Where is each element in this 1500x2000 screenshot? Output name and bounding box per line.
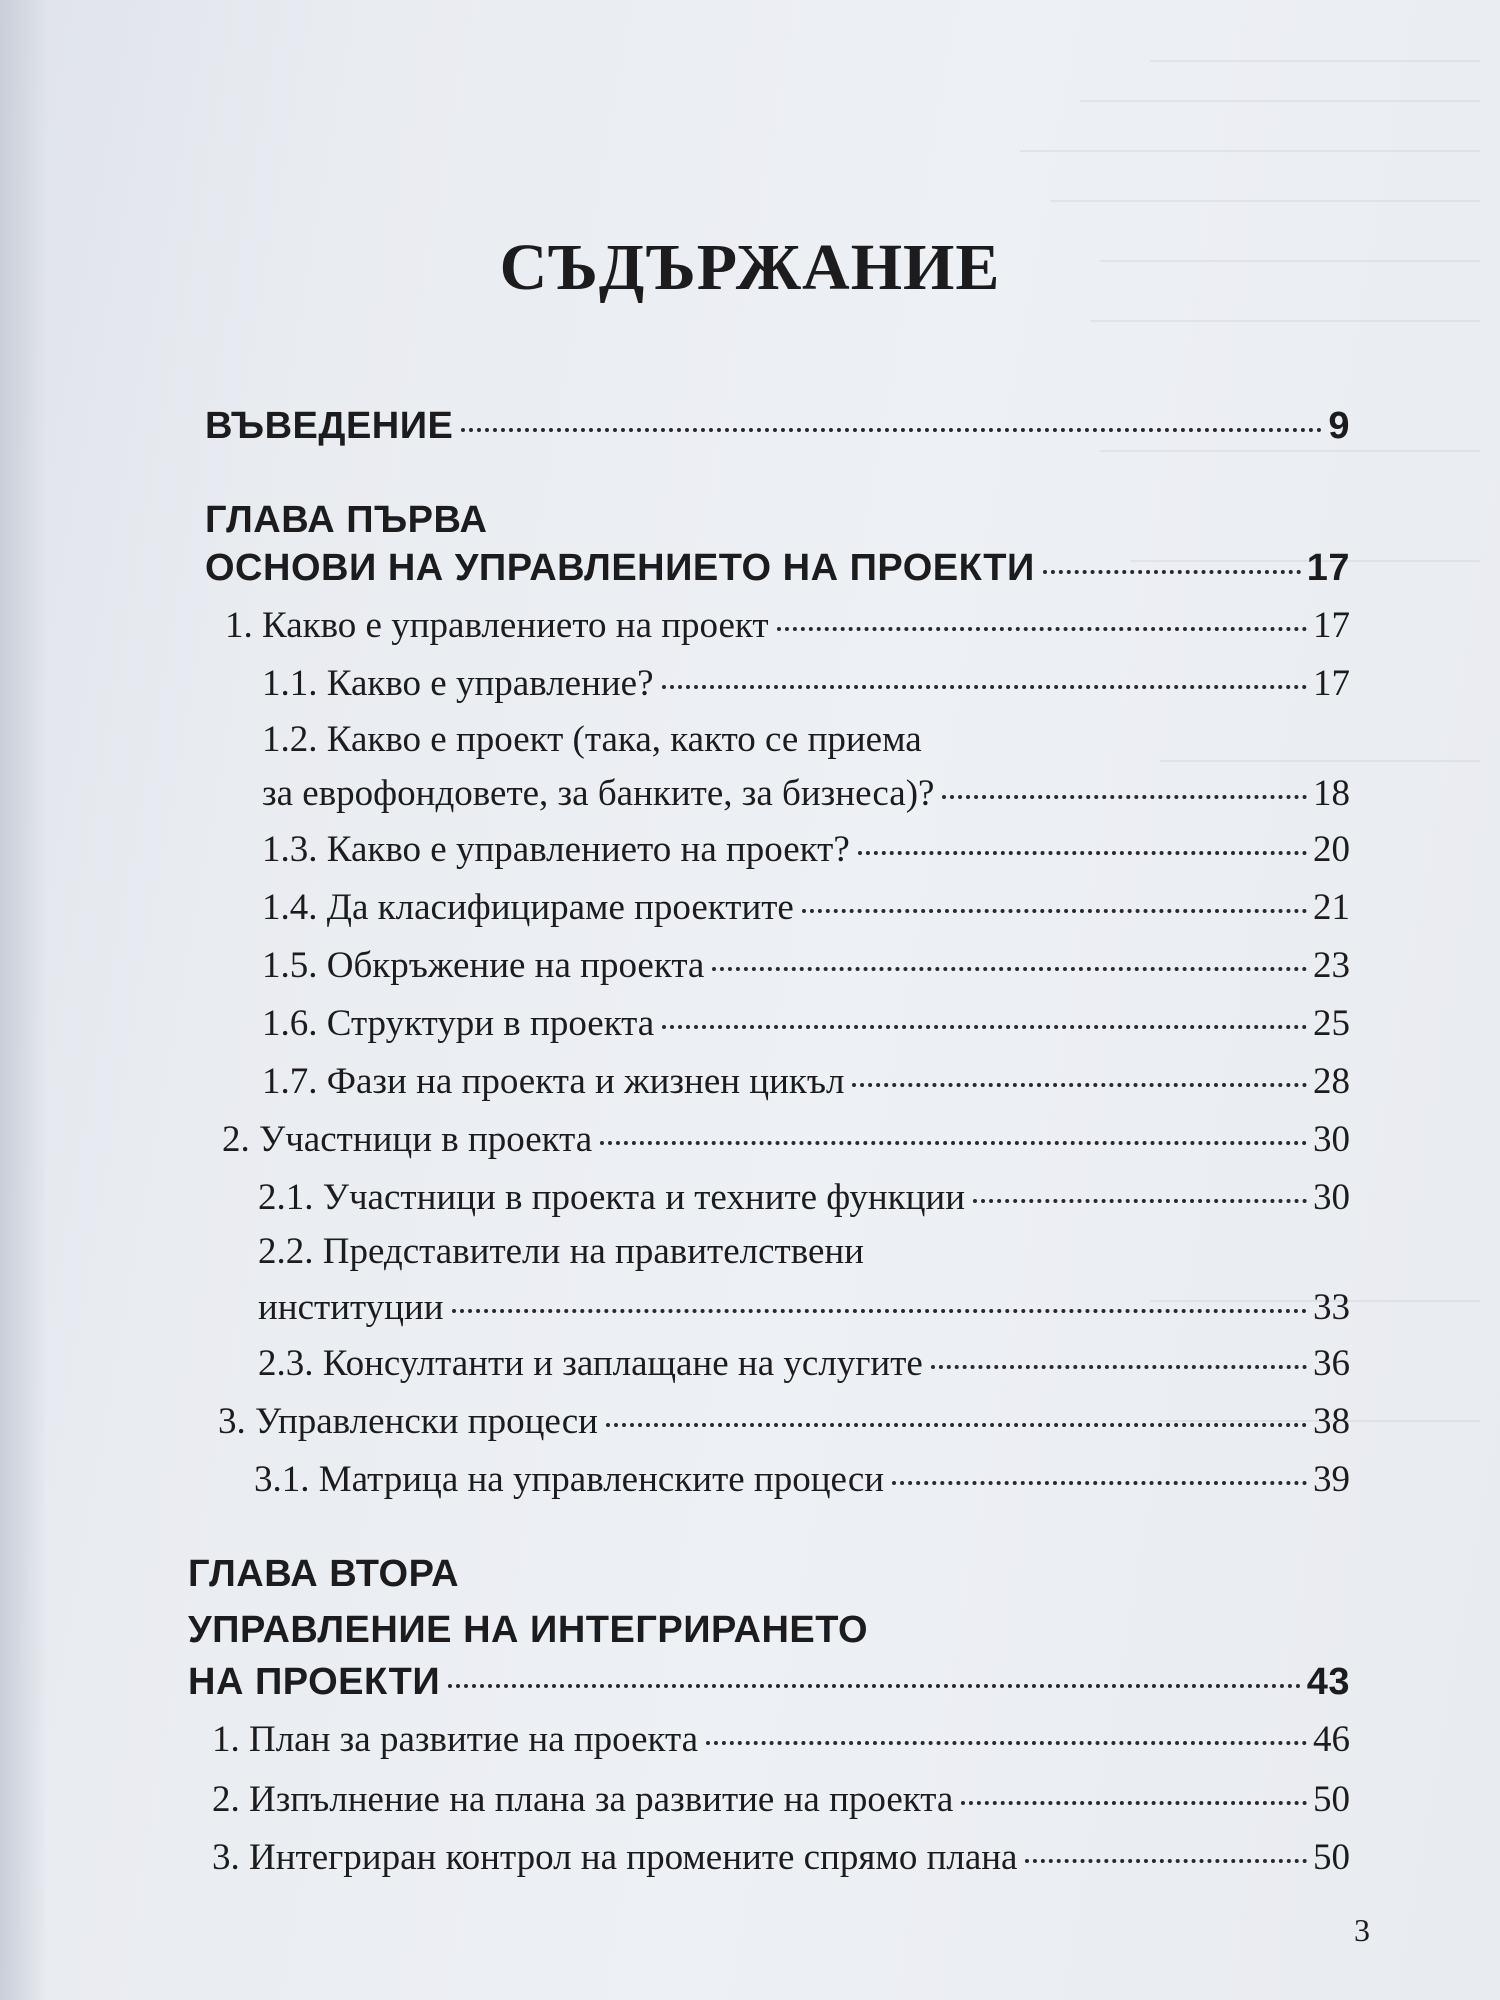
- toc-page-number: 30: [1313, 1119, 1350, 1160]
- toc-entry-chapter-1: [205, 546, 1350, 590]
- dot-leader: [662, 685, 1307, 689]
- toc-entry: [212, 1836, 1350, 1880]
- dot-leader: [1025, 1859, 1307, 1863]
- toc-entry-introduction: [205, 404, 1350, 448]
- dot-leader: [961, 1801, 1307, 1805]
- toc-page-number: 36: [1313, 1343, 1350, 1384]
- toc-entry-label: 2.1. Участници в проекта и техните функции: [258, 1177, 966, 1218]
- toc-entry-label: 3. Интегриран контрол на промените спрямо плана: [212, 1837, 1018, 1878]
- toc-page-number: 46: [1313, 1719, 1350, 1760]
- chapter-2-title-line2: НА ПРОЕКТИ: [188, 1661, 441, 1703]
- dot-leader: [931, 1365, 1307, 1369]
- toc-entry: [212, 1718, 1350, 1762]
- page-title: СЪДЪРЖАНИЕ: [499, 231, 1001, 304]
- toc-entry-label: 1.7. Фази на проекта и жизнен цикъл: [262, 1061, 845, 1102]
- toc-entry: [262, 1060, 1350, 1104]
- toc-entry-label: 1.4. Да класифицираме проектите: [262, 887, 794, 928]
- toc-entry-label: 2. Изпълнение на плана за развитие на проекта: [212, 1779, 954, 1820]
- toc-entry-label: 1.5. Обкръжение на проекта: [262, 945, 705, 986]
- toc-entry: [258, 1342, 1350, 1386]
- dot-leader: [452, 1309, 1307, 1313]
- toc-page-number: 23: [1313, 945, 1350, 986]
- toc-page-number: 17: [1313, 605, 1350, 646]
- toc-entry: [262, 828, 1350, 872]
- toc-entry-label: институции: [258, 1287, 444, 1328]
- toc-page-number: 18: [1313, 773, 1350, 814]
- toc-entry-label: 2.3. Консултанти и заплащане на услугите: [258, 1343, 923, 1384]
- page-number: 3: [1354, 1912, 1370, 1948]
- toc-entry: [218, 1400, 1350, 1444]
- dot-leader: [892, 1481, 1307, 1485]
- toc-entry-label: 1.1. Какво е управление?: [262, 663, 654, 704]
- toc-entry-chapter-2: [188, 1660, 1350, 1704]
- toc-entry: [262, 944, 1350, 988]
- toc-entry-label: 1.6. Структури в проекта: [262, 1003, 655, 1044]
- dot-leader: [448, 1684, 1301, 1688]
- toc-page-number: 28: [1313, 1061, 1350, 1102]
- toc-page-number: 30: [1313, 1177, 1350, 1218]
- toc-entry: [254, 1458, 1350, 1502]
- toc-page-number: 17: [1306, 547, 1350, 589]
- toc-entry-label: 3. Управленски процеси: [218, 1401, 598, 1442]
- chapter-2-title-line1: УПРАВЛЕНИЕ НА ИНТЕГРИРАНЕТО: [188, 1609, 869, 1651]
- toc-entry-label: 1. Какво е управлението на проект: [225, 605, 769, 646]
- toc-entry: [262, 886, 1350, 930]
- dot-leader: [600, 1141, 1307, 1145]
- toc-entry: [222, 1118, 1350, 1162]
- toc-page-number: 20: [1313, 829, 1350, 870]
- toc-entry-label: 1.3. Какво е управлението на проект?: [262, 829, 850, 870]
- dot-leader: [973, 1199, 1307, 1203]
- toc-entry: [258, 1286, 1350, 1330]
- toc-entry-label: за еврофондовете, за банките, за бизнеса)?: [262, 773, 935, 814]
- chapter-1-heading: ГЛАВА ПЪРВА: [205, 499, 488, 541]
- toc-entry: [262, 662, 1350, 706]
- chapter-1-title: ОСНОВИ НА УПРАВЛЕНИЕТО НА ПРОЕКТИ: [205, 547, 1035, 589]
- toc-entry-label-line1: 1.2. Какво е проект (така, както се приема: [262, 719, 922, 760]
- toc-page-number: 50: [1313, 1837, 1350, 1878]
- toc-page-number: 9: [1328, 405, 1350, 447]
- toc-entry: [225, 604, 1350, 648]
- toc-entry: [258, 1176, 1350, 1220]
- toc-entry-label-line1: 2.2. Представители на правителствени: [258, 1231, 864, 1272]
- toc-entry: [262, 772, 1350, 816]
- dot-leader: [852, 1083, 1307, 1087]
- toc-page-number: 33: [1313, 1287, 1350, 1328]
- dot-leader: [662, 1025, 1307, 1029]
- dot-leader: [858, 851, 1307, 855]
- toc-page-number: 39: [1313, 1459, 1350, 1500]
- toc-page-number: 38: [1313, 1401, 1350, 1442]
- toc-page-number: 21: [1313, 887, 1350, 928]
- toc-page-number: 25: [1313, 1003, 1350, 1044]
- toc-entry-label: 2. Участници в проекта: [222, 1119, 593, 1160]
- toc-page-number: 50: [1313, 1779, 1350, 1820]
- toc-entry-label: 1. План за развитие на проекта: [212, 1719, 699, 1760]
- toc-page-number: 17: [1313, 663, 1350, 704]
- toc-entry: [262, 1002, 1350, 1046]
- dot-leader: [706, 1741, 1307, 1745]
- dot-leader: [802, 909, 1307, 913]
- toc-entry-label: 3.1. Матрица на управленските процеси: [254, 1459, 885, 1500]
- dot-leader: [712, 967, 1307, 971]
- dot-leader: [777, 627, 1307, 631]
- toc-page-number: 43: [1306, 1661, 1350, 1703]
- dot-leader: [461, 428, 1322, 432]
- toc-entry: [212, 1778, 1350, 1822]
- dot-leader: [942, 795, 1307, 799]
- dot-leader: [1043, 570, 1301, 574]
- toc-entry-label: ВЪВЕДЕНИЕ: [205, 405, 454, 447]
- chapter-2-heading: ГЛАВА ВТОРА: [188, 1553, 460, 1595]
- dot-leader: [606, 1423, 1307, 1427]
